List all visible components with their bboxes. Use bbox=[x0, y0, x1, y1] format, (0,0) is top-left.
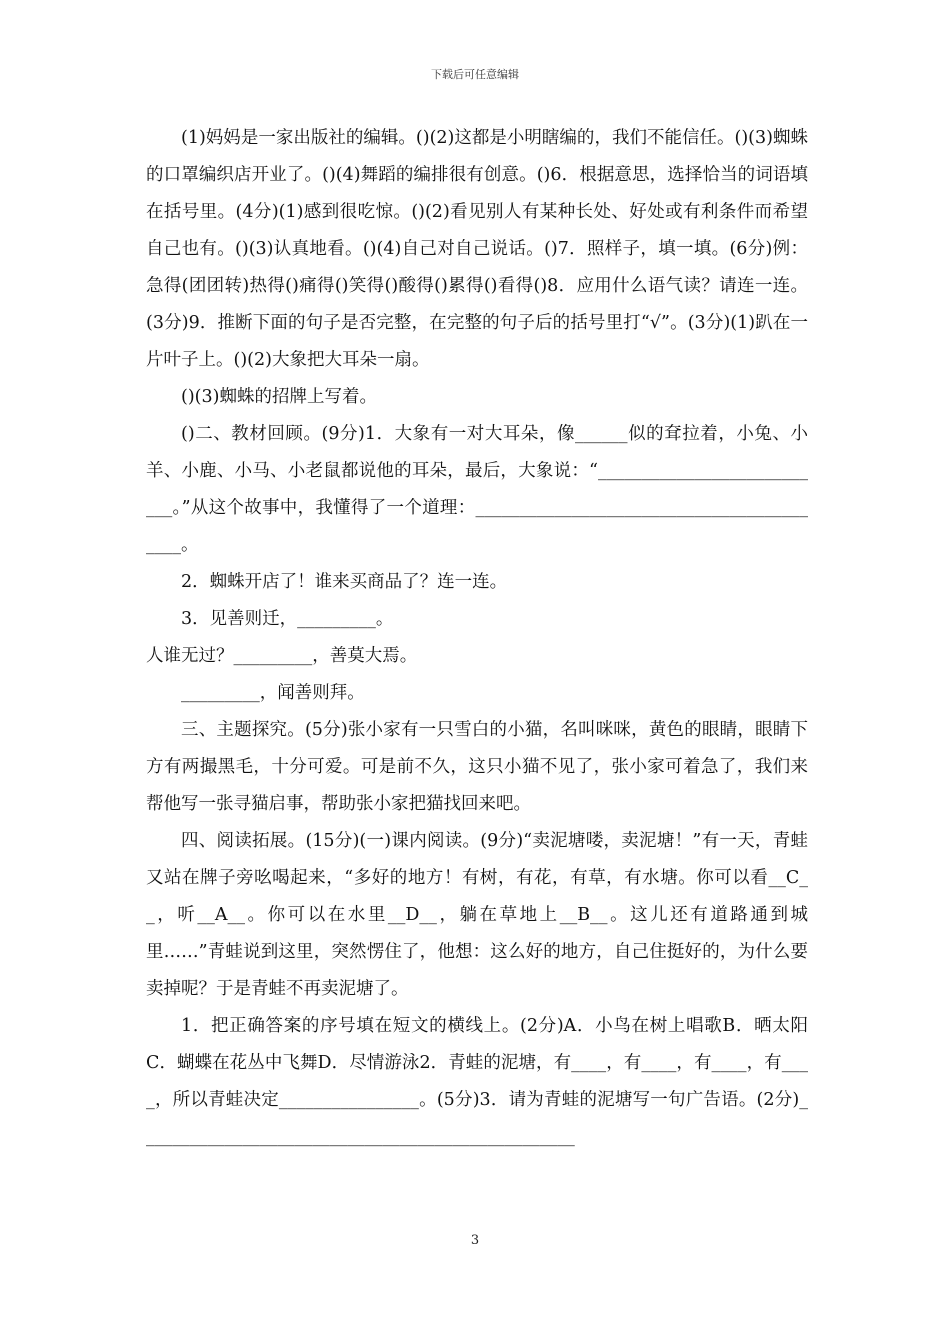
paragraph-theme-inquiry: 三、主题探究。(5分)张小家有一只雪白的小猫，名叫咪咪，黄色的眼睛，眼睛下方有两撮黑毛，十分可爱。可是前不久，这只小猫不见了，张小家可着急了，我们来帮他写一张寻猫启事，帮助张小家把猫找回来吧。 bbox=[146, 720, 808, 814]
paragraph-proverb-1: 3．见善则迁，_________。 bbox=[181, 609, 394, 629]
paragraph-reading-questions: 1．把正确答案的序号填在短文的横线上。(2分)A．小鸟在树上唱歌B．晒太阳C．蝴蝶在花丛中飞舞D．尽情游泳2．青蛙的泥塘，有____，有____，有____，有____，所以青蛙决定________________。(5分)3．请为青蛙的泥塘写一句广告语。(2分)__________________________________________________ bbox=[146, 1016, 808, 1147]
paragraph-spider-shop: 2．蜘蛛开店了！谁来买商品了？连一连。 bbox=[181, 572, 508, 592]
page-number: 3 bbox=[470, 1233, 480, 1248]
page-header: 下载后可任意编辑 bbox=[431, 68, 519, 81]
paragraph-vocab-exercises: (1)妈妈是一家出版社的编辑。()(2)这都是小明瞎编的，我们不能信任。()(3)蜘蛛的口罩编织店开业了。()(4)舞蹈的编排很有创意。()6．根据意思，选择恰当的词语填在括号里。(4分)(1)感到很吃惊。()(2)看见别人有某种长处、好处或有利条件而希望自己也有。()(3)认真地看。()(4)自己对自己说话。()7．照样子，填一填。(6分)例：急得(团团转)热得()痛得()笑得()酸得()累得()看得()8．应用什么语气读？请连一连。(3分)9．推断下面的句子是否完整，在完整的句子后的括号里打“√”。(3分)(1)趴在一片叶子上。()(2)大象把大耳朵一扇。 bbox=[146, 128, 808, 370]
paragraph-textbook-review: ()二、教材回顾。(9分)1．大象有一对大耳朵，像______似的耷拉着，小兔、小羊、小鹿、小马、小老鼠都说他的耳朵，最后，大象说：“___________________________。”从这个故事中，我懂得了一个道理：__________________________________________。 bbox=[146, 424, 808, 555]
paragraph-spider-sign: ()(3)蜘蛛的招牌上写着。 bbox=[181, 387, 377, 407]
paragraph-reading-passage: 四、阅读拓展。(15分)(一)课内阅读。(9分)“卖泥塘喽，卖泥塘！”有一天，青蛙又站在牌子旁吆喝起来，“多好的地方！有树，有花，有草，有水塘。你可以看__C__，听__A__。你可以在水里__D__，躺在草地上__B__。这儿还有道路通到城里……”青蛙说到这里，突然愣住了，他想：这么好的地方，自己住挺好的，为什么要卖掉呢？于是青蛙不再卖泥塘了。 bbox=[146, 831, 808, 999]
paragraph-proverb-2: 人谁无过？_________，善莫大焉。 bbox=[146, 646, 418, 666]
document-body bbox=[146, 120, 808, 1156]
paragraph-proverb-3: _________，闻善则拜。 bbox=[181, 683, 365, 703]
